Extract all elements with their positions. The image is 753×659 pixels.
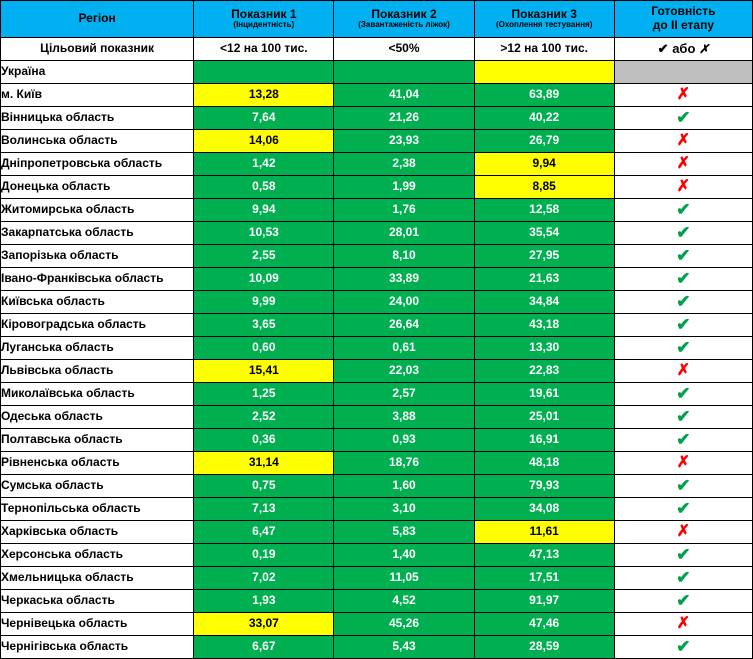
region-name-cell: Кіровоградська область [1,314,194,337]
indicator-1-cell: 10,09 [194,268,334,291]
indicator-2-cell: 26,64 [334,314,474,337]
indicator-3-cell: 13,30 [474,337,614,360]
indicator-1-cell: 0,60 [194,337,334,360]
indicator-3-cell: 34,08 [474,498,614,521]
target-indicator-3: >12 на 100 тис. [474,38,614,61]
region-name-cell: Одеська область [1,406,194,429]
indicator-3-cell: 25,01 [474,406,614,429]
readiness-cell [614,84,752,107]
table-row [1,636,753,659]
readiness-cell [614,636,752,659]
table-row [1,383,753,406]
indicator-2-cell: 1,99 [334,176,474,199]
indicator-2-cell: 2,57 [334,383,474,406]
indicator-1-cell: 13,28 [194,84,334,107]
indicator-1-cell: 1,25 [194,383,334,406]
readiness-cell [614,613,752,636]
readiness-cell [614,452,752,475]
indicator-2-cell: 0,61 [334,337,474,360]
table-row [1,337,753,360]
region-name-cell: Київська область [1,291,194,314]
indicator-2-cell: 45,26 [334,613,474,636]
indicator-1-cell: 2,55 [194,245,334,268]
indicator-3-cell: 91,97 [474,590,614,613]
indicator-1-cell: 0,58 [194,176,334,199]
region-name-cell: Житомирська область [1,199,194,222]
indicator-1-cell: 2,52 [194,406,334,429]
readiness-header-line-2: до ІІ етапу [652,18,715,32]
region-name-cell: Хмельницька область [1,567,194,590]
readiness-cell [614,498,752,521]
indicator-1-cell: 15,41 [194,360,334,383]
table-row [1,406,753,429]
check-icon: ✔ [676,591,691,611]
indicator-2-cell: 41,04 [334,84,474,107]
indicator-1-cell [194,61,334,84]
indicator-3-cell: 17,51 [474,567,614,590]
region-name-cell: Чернігівська область [1,636,194,659]
check-icon: ✔ [676,223,691,243]
readiness-header-line-1: Готовність [651,4,716,19]
table-row [1,314,753,337]
indicator-3-cell: 16,91 [474,429,614,452]
readiness-cell [614,222,752,245]
region-name-cell: Чернівецька область [1,613,194,636]
indicator-3-cell: 9,94 [474,153,614,176]
region-name-cell: Дніпропетровська область [1,153,194,176]
check-icon: ✔ [676,108,691,128]
indicator-3-cell: 11,61 [474,521,614,544]
region-name-cell: Україна [1,61,194,84]
indicator-2-cell: 3,88 [334,406,474,429]
indicator-3-cell: 34,84 [474,291,614,314]
readiness-cell [614,176,752,199]
readiness-cell [614,406,752,429]
indicator-2-cell: 23,93 [334,130,474,153]
indicator-2-cell: 5,83 [334,521,474,544]
table-row [1,153,753,176]
indicator-2-cell: 22,03 [334,360,474,383]
indicator-2-cell: 24,00 [334,291,474,314]
indicator-3-cell: 47,46 [474,613,614,636]
indicator-1-cell: 3,65 [194,314,334,337]
indicator-1-cell: 1,93 [194,590,334,613]
readiness-cell [614,429,752,452]
indicator-3-title: Показник 3 [511,7,577,22]
check-icon: ✔ [676,315,691,335]
check-icon: ✔ [676,430,691,450]
table-row [1,107,753,130]
indicator-1-cell: 0,75 [194,475,334,498]
table-row [1,130,753,153]
readiness-cell [614,521,752,544]
table-body [1,61,753,659]
readiness-cell [614,130,752,153]
indicator-1-cell: 0,36 [194,429,334,452]
indicator-1-cell: 0,19 [194,544,334,567]
indicator-2-cell: 3,10 [334,498,474,521]
target-label: Цільовий показник [1,38,194,61]
cross-icon: ✗ [676,615,691,632]
indicator-1-cell: 7,64 [194,107,334,130]
indicator-3-cell: 63,89 [474,84,614,107]
indicator-2-cell: 18,76 [334,452,474,475]
indicator-3-cell: 12,58 [474,199,614,222]
check-icon: ✔ [676,384,691,404]
check-icon: ✔ [676,637,691,657]
table-row [1,245,753,268]
indicator-1-title: Показник 1 [231,7,297,22]
indicator-2-cell: 5,43 [334,636,474,659]
table-row [1,429,753,452]
indicator-1-cell: 31,14 [194,452,334,475]
check-icon: ✔ [657,40,669,56]
region-name-cell: Запорізька область [1,245,194,268]
check-icon: ✔ [676,407,691,427]
column-header-indicator-2 [334,1,474,38]
check-icon: ✔ [676,292,691,312]
readiness-cell [614,153,752,176]
readiness-cell [614,61,752,84]
indicator-2-cell: 8,10 [334,245,474,268]
indicator-2-cell: 4,52 [334,590,474,613]
indicator-3-cell: 28,59 [474,636,614,659]
indicator-2-cell: 21,26 [334,107,474,130]
indicator-3-subtitle: (Охоплення тестування) [495,20,593,30]
table-row [1,291,753,314]
check-icon: ✔ [676,269,691,289]
column-header-indicator-3 [474,1,614,38]
readiness-cell [614,199,752,222]
indicator-1-cell: 10,53 [194,222,334,245]
table-row [1,613,753,636]
cross-icon: ✗ [676,86,691,103]
readiness-cell [614,268,752,291]
indicator-1-cell: 7,02 [194,567,334,590]
table-row [1,268,753,291]
table-row [1,199,753,222]
region-name-cell: Черкаська область [1,590,194,613]
indicator-1-cell: 9,94 [194,199,334,222]
cross-icon: ✗ [676,454,691,471]
indicator-1-cell: 9,99 [194,291,334,314]
region-name-cell: Луганська область [1,337,194,360]
readiness-cell [614,107,752,130]
region-name-cell: м. Київ [1,84,194,107]
column-header-readiness [614,1,752,38]
cross-icon: ✗ [699,41,710,56]
region-name-cell: Львівська область [1,360,194,383]
check-icon: ✔ [676,476,691,496]
indicator-3-cell: 21,63 [474,268,614,291]
check-icon: ✔ [676,568,691,588]
target-readiness-conjunction: або [668,40,700,56]
indicator-1-cell: 14,06 [194,130,334,153]
readiness-cell [614,383,752,406]
table-row [1,498,753,521]
column-header-region [1,1,194,38]
indicator-3-cell: 22,83 [474,360,614,383]
indicator-1-cell: 7,13 [194,498,334,521]
readiness-cell [614,475,752,498]
check-icon: ✔ [676,200,691,220]
region-name-cell: Полтавська область [1,429,194,452]
readiness-cell [614,544,752,567]
indicator-1-subtitle: (Інцидентність) [233,20,295,30]
cross-icon: ✗ [676,523,691,540]
target-indicator-2: <50% [334,38,474,61]
readiness-cell [614,291,752,314]
table-row [1,61,753,84]
table-row [1,590,753,613]
indicator-2-cell [334,61,474,84]
readiness-cell [614,245,752,268]
table-row [1,222,753,245]
region-name-cell: Івано-Франківська область [1,268,194,291]
table-header-row [1,1,753,38]
cross-icon: ✗ [676,155,691,172]
indicator-2-cell: 1,40 [334,544,474,567]
region-name-cell: Миколаївська область [1,383,194,406]
indicator-3-cell: 35,54 [474,222,614,245]
indicator-2-cell: 28,01 [334,222,474,245]
region-name-cell: Херсонська область [1,544,194,567]
table-row [1,567,753,590]
indicator-3-cell [474,61,614,84]
target-readiness [614,38,752,61]
table-row [1,475,753,498]
indicator-3-cell: 26,79 [474,130,614,153]
region-name-cell: Волинська область [1,130,194,153]
indicator-2-cell: 11,05 [334,567,474,590]
cross-icon: ✗ [676,132,691,149]
indicator-3-cell: 79,93 [474,475,614,498]
readiness-cell [614,590,752,613]
table-row [1,360,753,383]
indicator-3-cell: 40,22 [474,107,614,130]
indicator-1-cell: 6,67 [194,636,334,659]
check-icon: ✔ [676,499,691,519]
indicator-3-cell: 8,85 [474,176,614,199]
indicator-2-title: Показник 2 [371,7,437,22]
region-name-cell: Тернопільська область [1,498,194,521]
cross-icon: ✗ [676,178,691,195]
indicator-1-cell: 33,07 [194,613,334,636]
region-name-cell: Рівненська область [1,452,194,475]
column-header-region-label: Регіон [78,11,116,26]
region-name-cell: Донецька область [1,176,194,199]
indicator-3-cell: 43,18 [474,314,614,337]
region-name-cell: Сумська область [1,475,194,498]
column-header-indicator-1 [194,1,334,38]
region-name-cell: Закарпатська область [1,222,194,245]
table-row [1,452,753,475]
check-icon: ✔ [676,338,691,358]
table-row [1,84,753,107]
check-icon: ✔ [676,545,691,565]
indicator-3-cell: 19,61 [474,383,614,406]
table-row [1,176,753,199]
readiness-cell [614,337,752,360]
table-row [1,521,753,544]
indicator-2-cell: 2,38 [334,153,474,176]
indicator-1-cell: 6,47 [194,521,334,544]
readiness-cell [614,314,752,337]
indicator-2-cell: 1,76 [334,199,474,222]
target-values-row [1,38,753,61]
indicator-3-cell: 27,95 [474,245,614,268]
table-row [1,544,753,567]
readiness-cell [614,360,752,383]
check-icon: ✔ [676,246,691,266]
indicator-3-cell: 48,18 [474,452,614,475]
indicator-2-cell: 1,60 [334,475,474,498]
indicator-3-cell: 47,13 [474,544,614,567]
cross-icon: ✗ [676,362,691,379]
readiness-cell [614,567,752,590]
indicator-1-cell: 1,42 [194,153,334,176]
indicator-2-cell: 33,89 [334,268,474,291]
target-indicator-1: <12 на 100 тис. [194,38,334,61]
indicator-2-cell: 0,93 [334,429,474,452]
region-name-cell: Харківська область [1,521,194,544]
indicator-2-subtitle: (Завантаженість ліжок) [358,20,450,30]
region-name-cell: Вінницька область [1,107,194,130]
